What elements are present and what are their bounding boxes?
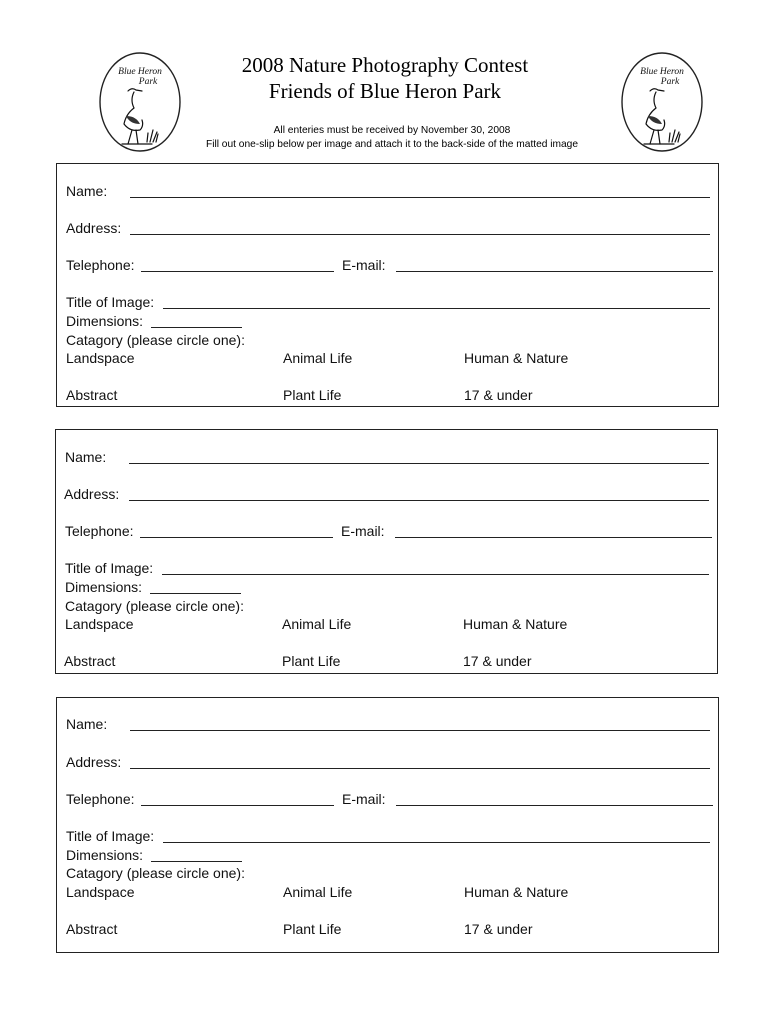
logo-text-line1: Blue Heron xyxy=(118,67,162,77)
telephone-label: Telephone: xyxy=(65,523,134,539)
category-option-animal-life[interactable]: Animal Life xyxy=(283,884,353,900)
category-option-landscape[interactable]: Landspace xyxy=(66,884,135,900)
address-label: Address: xyxy=(64,486,120,502)
dimensions-label: Dimensions: xyxy=(65,579,143,595)
telephone-label: Telephone: xyxy=(66,257,135,273)
logo-text-line1: Blue Heron xyxy=(640,67,684,77)
category-option-plant-life[interactable]: Plant Life xyxy=(283,387,342,403)
name-label: Name: xyxy=(66,183,108,199)
category-option-human-nature[interactable]: Human & Nature xyxy=(464,884,569,900)
logo-text-line2: Park xyxy=(138,77,158,87)
category-option-17-under[interactable]: 17 & under xyxy=(463,653,532,669)
category-option-abstract[interactable]: Abstract xyxy=(64,653,116,669)
category-option-plant-life[interactable]: Plant Life xyxy=(282,653,341,669)
category-option-landscape[interactable]: Landspace xyxy=(66,350,135,366)
category-option-abstract[interactable]: Abstract xyxy=(66,921,118,937)
fill-in-lines xyxy=(57,698,720,954)
category-option-17-under[interactable]: 17 & under xyxy=(464,387,533,403)
title-line1: 2008 Nature Photography Contest xyxy=(241,53,529,77)
entry-slip-2 xyxy=(55,429,718,674)
category-option-animal-life[interactable]: Animal Life xyxy=(282,616,352,632)
notice-line2: Fill out one-slip below per image and attach it to the back-side of the matted image xyxy=(205,138,579,150)
page-title xyxy=(0,52,770,104)
category-option-human-nature[interactable]: Human & Nature xyxy=(463,616,568,632)
name-label: Name: xyxy=(65,449,107,465)
category-label: Catagory (please circle one): xyxy=(65,598,244,614)
dimensions-label: Dimensions: xyxy=(66,313,144,329)
email-label: E-mail: xyxy=(342,791,386,807)
category-option-17-under[interactable]: 17 & under xyxy=(464,921,533,937)
fill-in-lines xyxy=(56,430,719,675)
category-option-landscape[interactable]: Landspace xyxy=(65,616,134,632)
email-label: E-mail: xyxy=(341,523,385,539)
dimensions-label: Dimensions: xyxy=(66,847,144,863)
title-of-image-label: Title of Image: xyxy=(66,294,155,310)
category-label: Catagory (please circle one): xyxy=(66,332,245,348)
name-label: Name: xyxy=(66,716,108,732)
entry-slip-1 xyxy=(56,163,719,407)
address-label: Address: xyxy=(66,754,122,770)
telephone-label: Telephone: xyxy=(66,791,135,807)
category-label: Catagory (please circle one): xyxy=(66,865,245,881)
category-option-abstract[interactable]: Abstract xyxy=(66,387,118,403)
logo-text-line2: Park xyxy=(660,77,680,87)
email-label: E-mail: xyxy=(342,257,386,273)
notice-line1: All enteries must be received by November 30, 2008 xyxy=(273,125,511,136)
entry-slip-3 xyxy=(56,697,719,953)
category-option-plant-life[interactable]: Plant Life xyxy=(283,921,342,937)
category-option-human-nature[interactable]: Human & Nature xyxy=(464,350,569,366)
fill-in-lines xyxy=(57,164,720,408)
title-line2: Friends of Blue Heron Park xyxy=(268,79,502,103)
title-of-image-label: Title of Image: xyxy=(66,828,155,844)
title-of-image-label: Title of Image: xyxy=(65,560,154,576)
category-option-animal-life[interactable]: Animal Life xyxy=(283,350,353,366)
submission-notice xyxy=(0,124,770,151)
address-label: Address: xyxy=(66,220,122,236)
